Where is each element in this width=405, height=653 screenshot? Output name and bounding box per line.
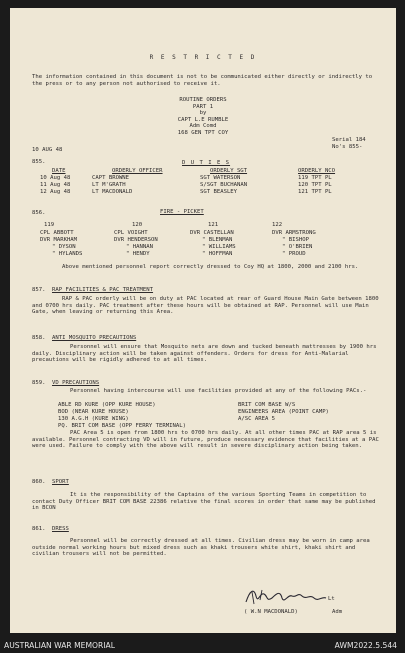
duty-sgt: SGT BEASLEY [200, 189, 238, 195]
pac-location: PQ. BRIT COM BASE (OPP FERRY TERMINAL) [58, 423, 186, 429]
picket-member: DVR CASTELLAN [190, 230, 234, 236]
picket-member: CPL ABBOTT [40, 230, 74, 236]
restricted-heading: R E S T R I C T E D [149, 54, 257, 61]
heading-line: CAPT L.E RUMBLE [177, 116, 229, 123]
order-number: 861. [32, 526, 46, 532]
picket-member: " HANNAN [126, 244, 153, 250]
archive-footer [0, 639, 405, 653]
duty-nco: 119 TPT PL [298, 175, 332, 181]
signatory-rank: Lt [328, 596, 335, 602]
order-numbers: No's 855- [332, 144, 363, 150]
order-number: 857. [32, 287, 46, 293]
duty-sgt: S/SGT BUCHANAN [200, 182, 248, 188]
picket-note: Above mentioned personnel report correctly dressed to Coy HQ at 1800, 2000 and 2100 hrs. [62, 264, 359, 270]
heading-line: by [199, 110, 207, 116]
section-text: PAC Area 5 is open from 1800 hrs to 0700 hrs daily. At all other times PAC at RAP area 5 is available. Personnel contracting VD will in future, produce necessary evidence that facilities at a PAC were used. Failure to comply with the above will result in severe disciplinary action being taken. [32, 430, 379, 449]
section-title: FIRE - PICKET [160, 209, 204, 215]
pac-location: BRIT COM BASE W/S [238, 402, 296, 408]
column-header: ORDERLY NCO [298, 168, 336, 174]
picket-member: " BLENMAN [202, 237, 233, 243]
orders-heading [10, 97, 396, 136]
security-notice: The information contained in this document is not to be communicated either directly or indirectly to the press or to any person not authorised to receive it. [32, 74, 373, 87]
signatory-name: ( W.N MACDONALD) [244, 609, 298, 615]
pac-location: 130 A.G.H (KURE WING) [58, 416, 129, 422]
document-page [10, 8, 396, 633]
order-number: 856. [32, 210, 46, 216]
picket-member: " PROUD [282, 251, 306, 257]
pac-location: BOD (NEAR KURE HOUSE) [58, 409, 129, 415]
order-number: 859. [32, 380, 46, 386]
picket-member: " HOFFMAN [202, 251, 233, 257]
picket-member: DVR HENDERSON [114, 237, 158, 243]
order-number: 860. [32, 479, 46, 485]
heading-line: ROUTINE ORDERS [179, 97, 227, 103]
duty-date: 10 Aug 48 [40, 175, 71, 181]
picket-member: " DYSON [52, 244, 76, 250]
platoon-number: 120 [132, 222, 143, 228]
section-title: VD PRECAUTIONS [52, 380, 100, 386]
section-title: D U T I E S [182, 160, 231, 166]
footer-institution: AUSTRALIAN WAR MEMORIAL [4, 641, 115, 650]
duty-date: 11 Aug 48 [40, 182, 71, 188]
platoon-number: 119 [44, 222, 55, 228]
picket-member: " HENDY [126, 251, 150, 257]
serial-number: Serial 184 [332, 137, 366, 143]
picket-member: " HYLANDS [52, 251, 83, 257]
footer-accession: AWM2022.5.544 [334, 641, 397, 650]
document-date: 10 AUG 48 [32, 147, 63, 153]
pac-location: ENGINEERS AREA (POINT CAMP) [238, 409, 329, 415]
column-header: DATE [52, 168, 66, 174]
duty-nco: 120 TPT PL [298, 182, 332, 188]
picket-member: " BISHOP [282, 237, 309, 243]
duty-officer: CAPT BROWNE [92, 175, 130, 181]
column-header: ORDERLY SGT [210, 168, 248, 174]
section-text: RAP & PAC orderly will be on duty at PAC located at rear of Guard House Main Gate between 1800 and 0700 hrs daily. PAC treatment after these hours will be obtained at RAP. Personnel will use Main Gate, when leaving or returning this Area. [32, 296, 379, 315]
section-title: ANTI MOSQUITO PRECAUTIONS [52, 335, 137, 341]
heading-line: Adm Comd [189, 123, 217, 129]
section-text: Personnel having intercourse will use facilities provided at any of the following PACs.- [70, 388, 367, 394]
section-text: Personnel will be correctly dressed at all times. Civilian dress may be worn in camp area outside normal working hours but mixed dress such as khaki trousers white shirt, khaki shirt and civilian trousers will not be permitted. [32, 538, 370, 557]
signatory-role: Adm [332, 609, 343, 615]
section-text: Personnel will ensure that Mosquito nets are down and tucked beneath mattresses by 1900 hrs daily. Disciplinary action will be taken against offenders. Orders for dress for Anti-Malarial precautions will be rigidly adhered to at all times. [32, 344, 377, 363]
section-title: RAP FACILITIES & PAC TREATMENT [52, 287, 154, 293]
pac-location: A/SC AREA 5 [238, 416, 276, 422]
section-title: SPORT [52, 479, 69, 485]
pac-location: ABLE RD KURE (OPP KURE HOUSE) [58, 402, 156, 408]
platoon-number: 121 [208, 222, 219, 228]
order-number: 858. [32, 335, 46, 341]
picket-member: DVR MARKHAM [40, 237, 78, 243]
picket-member: " O'BRIEN [282, 244, 313, 250]
section-text: It is the responsibility of the Captains of the various Sporting Teams in competition to contact Duty Officer BRIT COM BASE 22386 relative the final scores in order that same may be published in BCON [32, 492, 376, 511]
duty-officer: LT M'GRATH [92, 182, 126, 188]
section-title: DRESS [52, 526, 69, 532]
picket-member: DVR ARMSTRONG [272, 230, 316, 236]
duty-nco: 121 TPT PL [298, 189, 332, 195]
heading-line: 168 GEN TPT COY [177, 129, 229, 136]
picket-member: " WILLIAMS [202, 244, 236, 250]
duty-officer: LT MACDONALD [92, 189, 133, 195]
duty-sgt: SGT WATERSON [200, 175, 241, 181]
picket-member: CPL VOIGHT [114, 230, 148, 236]
platoon-number: 122 [272, 222, 283, 228]
duty-date: 12 Aug 48 [40, 189, 71, 195]
order-number: 855. [32, 159, 46, 165]
heading-line: PART 1 [192, 103, 214, 110]
column-header: ORDERLY OFFICER [112, 168, 163, 174]
